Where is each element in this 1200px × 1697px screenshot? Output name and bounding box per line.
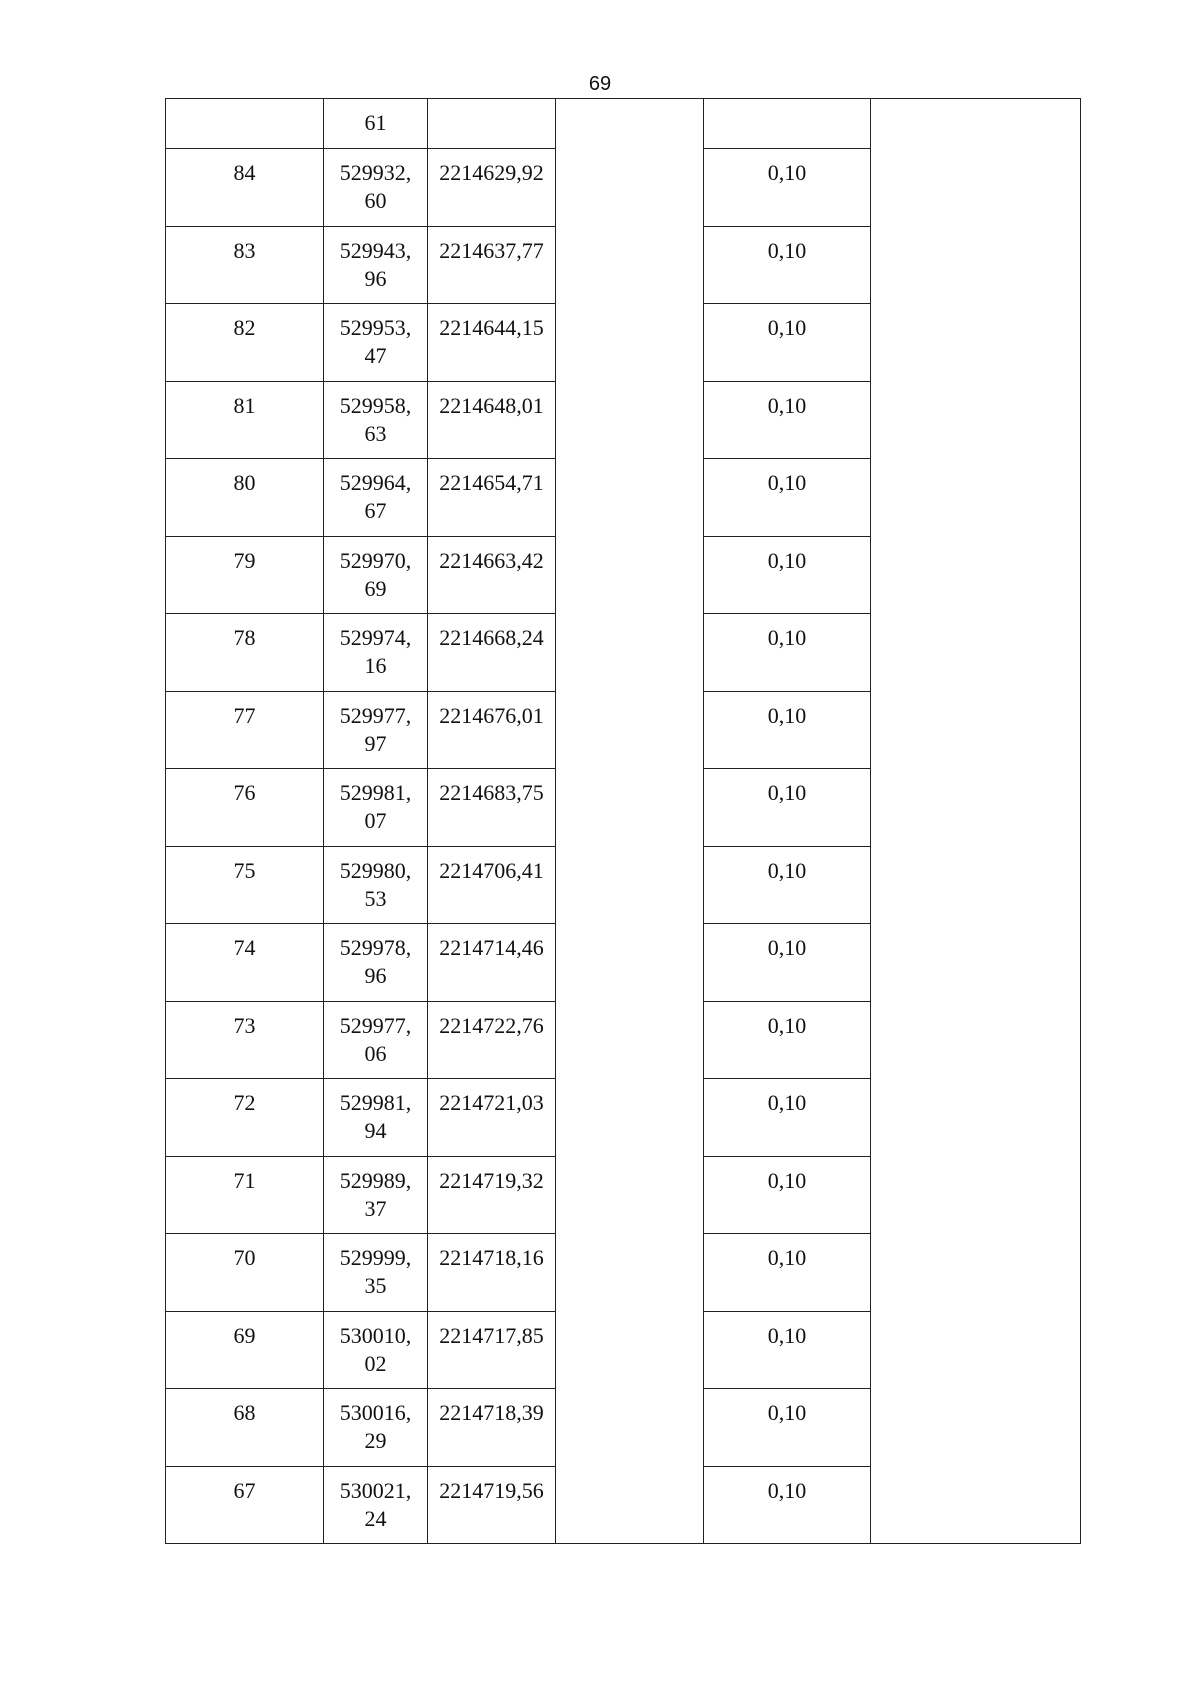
x-coordinate-integer: 529958, — [339, 392, 412, 418]
x-coordinate-fraction: 69 — [364, 575, 387, 601]
cell-point-number: 78 — [166, 614, 324, 692]
x-coordinate-integer: 529974, — [339, 625, 412, 650]
cell-precision: 0,10 — [704, 769, 871, 847]
x-coordinate-integer: 529964, — [339, 470, 412, 495]
cell-precision: 0,10 — [704, 924, 871, 1002]
cell-point-number: 82 — [166, 304, 324, 382]
x-coordinate-integer: 529970, — [339, 547, 412, 573]
page-number: 69 — [588, 73, 612, 95]
cell-x-coordinate — [324, 1466, 428, 1544]
x-coordinate-fraction: 96 — [364, 265, 387, 291]
cell-y-coordinate: 2214676,01 — [428, 691, 556, 769]
cell-x-coordinate — [324, 536, 428, 614]
cell-x-coordinate — [324, 149, 428, 227]
cell-y-coordinate: 2214648,01 — [428, 381, 556, 459]
cell-point-number: 70 — [166, 1234, 324, 1312]
cell-y-coordinate — [428, 99, 556, 149]
cell-x-coordinate: 61 — [324, 99, 428, 149]
cell-point-number: 67 — [166, 1466, 324, 1544]
cell-precision: 0,10 — [704, 846, 871, 924]
cell-y-coordinate: 2214717,85 — [428, 1311, 556, 1389]
x-coordinate-integer: 529953, — [339, 315, 412, 340]
x-coordinate-fraction: 60 — [364, 188, 387, 213]
cell-precision: 0,10 — [704, 226, 871, 304]
cell-merged-description-column — [871, 99, 1081, 1544]
x-coordinate-fraction: 47 — [364, 343, 387, 368]
x-coordinate-fraction: 24 — [364, 1505, 387, 1531]
cell-point-number: 77 — [166, 691, 324, 769]
cell-precision — [704, 99, 871, 149]
cell-x-coordinate — [324, 1001, 428, 1079]
x-coordinate-integer: 529989, — [339, 1167, 412, 1193]
cell-precision: 0,10 — [704, 459, 871, 537]
cell-precision: 0,10 — [704, 381, 871, 459]
cell-y-coordinate: 2214654,71 — [428, 459, 556, 537]
x-coordinate-fraction: 07 — [364, 808, 387, 833]
cell-y-coordinate: 2214718,16 — [428, 1234, 556, 1312]
cell-point-number: 81 — [166, 381, 324, 459]
x-coordinate-fraction: 94 — [364, 1118, 387, 1143]
cell-y-coordinate: 2214714,46 — [428, 924, 556, 1002]
cell-point-number: 72 — [166, 1079, 324, 1157]
x-coordinate-integer: 529978, — [339, 935, 412, 960]
cell-y-coordinate: 2214683,75 — [428, 769, 556, 847]
x-coordinate-integer: 529977, — [339, 1012, 412, 1038]
cell-point-number: 80 — [166, 459, 324, 537]
cell-x-coordinate — [324, 304, 428, 382]
x-coordinate-fraction: 16 — [364, 653, 387, 678]
cell-precision: 0,10 — [704, 1389, 871, 1467]
cell-point-number: 84 — [166, 149, 324, 227]
x-coordinate-integer: 530010, — [339, 1322, 412, 1348]
x-coordinate-fraction: 37 — [364, 1195, 387, 1221]
coordinates-table — [165, 98, 1081, 1544]
table-row-continued — [166, 99, 1081, 149]
x-coordinate-fraction: 29 — [364, 1428, 387, 1453]
cell-y-coordinate: 2214706,41 — [428, 846, 556, 924]
cell-point-number: 75 — [166, 846, 324, 924]
x-coordinate-fraction: 02 — [364, 1350, 387, 1376]
cell-y-coordinate: 2214668,24 — [428, 614, 556, 692]
cell-precision: 0,10 — [704, 304, 871, 382]
cell-x-coordinate — [324, 381, 428, 459]
x-coordinate-integer: 529999, — [339, 1245, 412, 1270]
cell-point-number: 69 — [166, 1311, 324, 1389]
cell-point-number: 74 — [166, 924, 324, 1002]
cell-x-coordinate — [324, 226, 428, 304]
cell-point-number: 68 — [166, 1389, 324, 1467]
cell-y-coordinate: 2214719,32 — [428, 1156, 556, 1234]
cell-precision: 0,10 — [704, 1156, 871, 1234]
cell-point-number: 76 — [166, 769, 324, 847]
cell-y-coordinate: 2214644,15 — [428, 304, 556, 382]
cell-precision: 0,10 — [704, 536, 871, 614]
cell-precision: 0,10 — [704, 1079, 871, 1157]
cell-x-coordinate — [324, 1156, 428, 1234]
cell-point-number: 73 — [166, 1001, 324, 1079]
x-coordinate-fraction: 06 — [364, 1040, 387, 1066]
cell-y-coordinate: 2214663,42 — [428, 536, 556, 614]
cell-precision: 0,10 — [704, 1311, 871, 1389]
x-coordinate-integer: 529943, — [339, 237, 412, 263]
x-coordinate-fraction: 96 — [364, 963, 387, 988]
x-coordinate-integer: 529932, — [339, 160, 412, 185]
cell-y-coordinate: 2214719,56 — [428, 1466, 556, 1544]
coordinates-table-body — [166, 99, 1081, 1544]
cell-precision: 0,10 — [704, 614, 871, 692]
x-coordinate-integer: 529977, — [339, 702, 412, 728]
x-coordinate-fraction: 67 — [364, 498, 387, 523]
cell-x-coordinate — [324, 614, 428, 692]
cell-precision: 0,10 — [704, 149, 871, 227]
cell-x-coordinate — [324, 1389, 428, 1467]
cell-precision: 0,10 — [704, 691, 871, 769]
cell-merged-empty-column — [556, 99, 704, 1544]
x-coordinate-integer: 529981, — [339, 780, 412, 805]
cell-x-coordinate — [324, 924, 428, 1002]
cell-point-number: 71 — [166, 1156, 324, 1234]
cell-point-number: 79 — [166, 536, 324, 614]
cell-x-coordinate — [324, 1311, 428, 1389]
cell-y-coordinate: 2214629,92 — [428, 149, 556, 227]
x-coordinate-integer: 530021, — [339, 1477, 412, 1503]
x-coordinate-fraction: 53 — [364, 885, 387, 911]
cell-x-coordinate — [324, 1079, 428, 1157]
x-coordinate-integer: 530016, — [339, 1400, 412, 1425]
cell-y-coordinate: 2214718,39 — [428, 1389, 556, 1467]
cell-x-coordinate — [324, 769, 428, 847]
cell-x-coordinate — [324, 1234, 428, 1312]
cell-point-number — [166, 99, 324, 149]
x-coordinate-fraction: 63 — [364, 420, 387, 446]
coordinates-table-frame — [165, 98, 1081, 1544]
x-coordinate-fraction: 97 — [364, 730, 387, 756]
cell-x-coordinate — [324, 846, 428, 924]
cell-point-number: 83 — [166, 226, 324, 304]
cell-precision: 0,10 — [704, 1001, 871, 1079]
x-coordinate-integer: 529980, — [339, 857, 412, 883]
cell-precision: 0,10 — [704, 1234, 871, 1312]
x-coordinate-integer: 529981, — [339, 1090, 412, 1115]
cell-y-coordinate: 2214722,76 — [428, 1001, 556, 1079]
cell-y-coordinate: 2214721,03 — [428, 1079, 556, 1157]
cell-y-coordinate: 2214637,77 — [428, 226, 556, 304]
x-coordinate-fraction: 35 — [364, 1273, 387, 1298]
cell-x-coordinate — [324, 691, 428, 769]
cell-x-coordinate — [324, 459, 428, 537]
cell-precision: 0,10 — [704, 1466, 871, 1544]
